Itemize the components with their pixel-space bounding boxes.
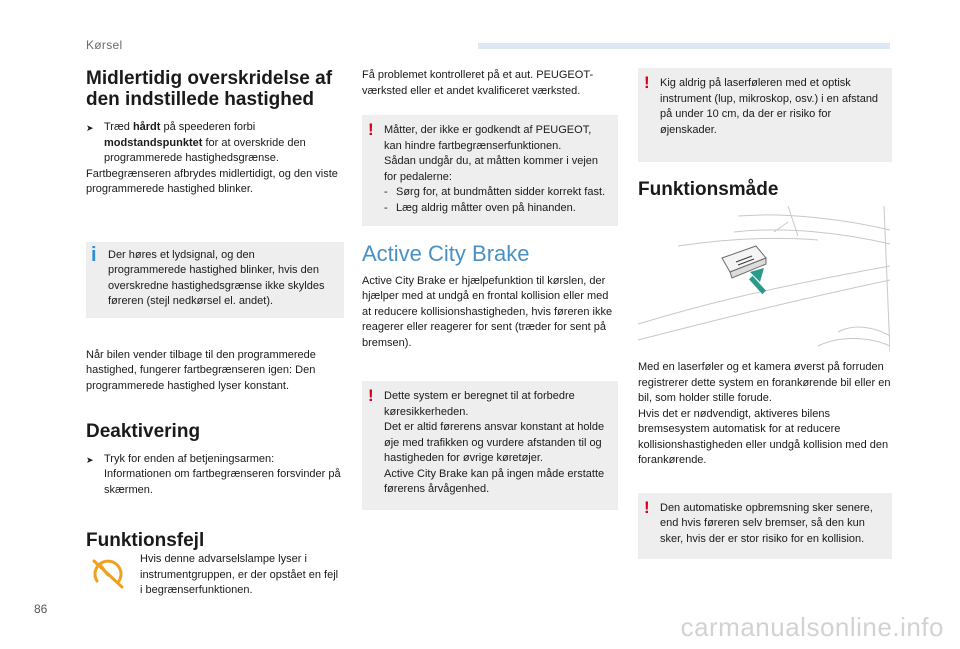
paragraph: Få problemet kontrolleret på et aut. PEUGEOT-værksted eller et andet kvalificeret værksted. [362, 69, 594, 97]
column-middle [362, 68, 618, 510]
warning-box: ! Måtter, der ikke er godkendt af PEUGEOT, kan hindre fartbegrænserfunktionen. Sådan undgår du, at måtten kommer i vejen for pedalerne: - Sørg for, at bundmåtten sidder korrekt fast. - Læg aldrig måtter oven på hinanden. [362, 115, 618, 226]
list-item: ➤ Træd hårdt på speederen forbi modstandspunktet for at overskride den programmerede hastighedsgrænse. [86, 120, 344, 167]
watermark: carmanualsonline.info [680, 612, 944, 642]
exclamation-icon: ! [368, 120, 374, 139]
exclamation-icon: ! [368, 386, 374, 405]
heading-operation: Funktionsmåde [638, 179, 779, 200]
section-header: Kørsel [86, 38, 123, 52]
paragraph: Fartbegrænseren afbrydes midlertidigt, og den viste programmerede hastighed blinker. [86, 167, 338, 195]
column-left [86, 68, 344, 549]
paragraph: Med en laserføler og et kamera øverst på forruden registrerer dette system en forankørende bil eller en bil, som holder stille forude. [638, 361, 891, 404]
list-item: ➤ Tryk for enden af betjeningsarmen: Informationen om fartbegrænseren forsvinder på skærmen. [86, 452, 344, 499]
column-right-lower [638, 360, 892, 559]
paragraph: Active City Brake er hjælpefunktion til kørslen, der hjælper med at undgå en frontal kollision eller med at reducere kollisionshastigheden, hvis føreren ikke reagerer eller reagerer for sent (træder for sent på bremsen). [362, 274, 613, 349]
triangle-pointer-icon: ➤ [86, 454, 94, 465]
malfunction-text: Hvis denne advarselslampe lyser i instrumentgruppen, er der opstået en fejl i begrænserfunktionen. [140, 553, 339, 596]
paragraph: Når bilen vender tilbage til den programmerede hastighed, fungerer fartbegrænseren igen: Den programmerede hastighed lyser konstant. [86, 348, 316, 392]
column-right [638, 68, 892, 198]
warning-box: ! Kig aldrig på laserføleren med et optisk instrument (lup, mikroskop, osv.) i en afstand på under 10 cm, da der er risiko for øjenskader. [638, 68, 892, 162]
warning-box: ! Den automatiske opbremsning sker senere, end hvis føreren selv bremser, så den kun sker, hvis der er stor risiko for en kollision. [638, 493, 892, 560]
page-number: 86 [34, 602, 48, 616]
info-i-icon: i [91, 243, 97, 266]
heading-deactivation: Deaktivering [86, 421, 201, 442]
exclamation-icon: ! [644, 497, 650, 517]
list-item: - Sørg for, at bundmåtten sidder korrekt fast. [384, 186, 606, 198]
triangle-pointer-icon: ➤ [86, 123, 94, 133]
header-bar [478, 43, 890, 49]
heading-malfunction: Funktionsfejl [86, 530, 205, 551]
paragraph: Hvis det er nødvendigt, aktiveres bilens bremsesystem automatisk for at reducere kollisionshastigheden eller undgå kollision med den forankørende. [638, 407, 889, 466]
warning-box: ! Dette system er beregnet til at forbedre køresikkerheden. Det er altid førerens ansvar konstant at holde øje med trafikken og vurdere afstanden til og hastigheden for øvrige køretøjer. Active City Brake kan på ingen måde erstatte førerens årvågenhed. [362, 381, 618, 510]
speed-limiter-fault-lamp-icon [88, 553, 128, 593]
windshield-sensor-illustration [638, 206, 890, 352]
info-box: i Der høres et lydsignal, og den programmerede hastighed blinker, hvis den overskredne hastighedsgrænse ikke skyldes føreren (stejl nedkørsel el. andet). [86, 242, 344, 318]
exclamation-icon: ! [644, 73, 650, 92]
heading-active-city-brake: Active City Brake [362, 241, 530, 266]
heading-temporary-overspeed: Midlertidig overskridelse af den indstillede hastighed [86, 68, 333, 110]
list-item: - Læg aldrig måtter oven på hinanden. [384, 201, 576, 214]
